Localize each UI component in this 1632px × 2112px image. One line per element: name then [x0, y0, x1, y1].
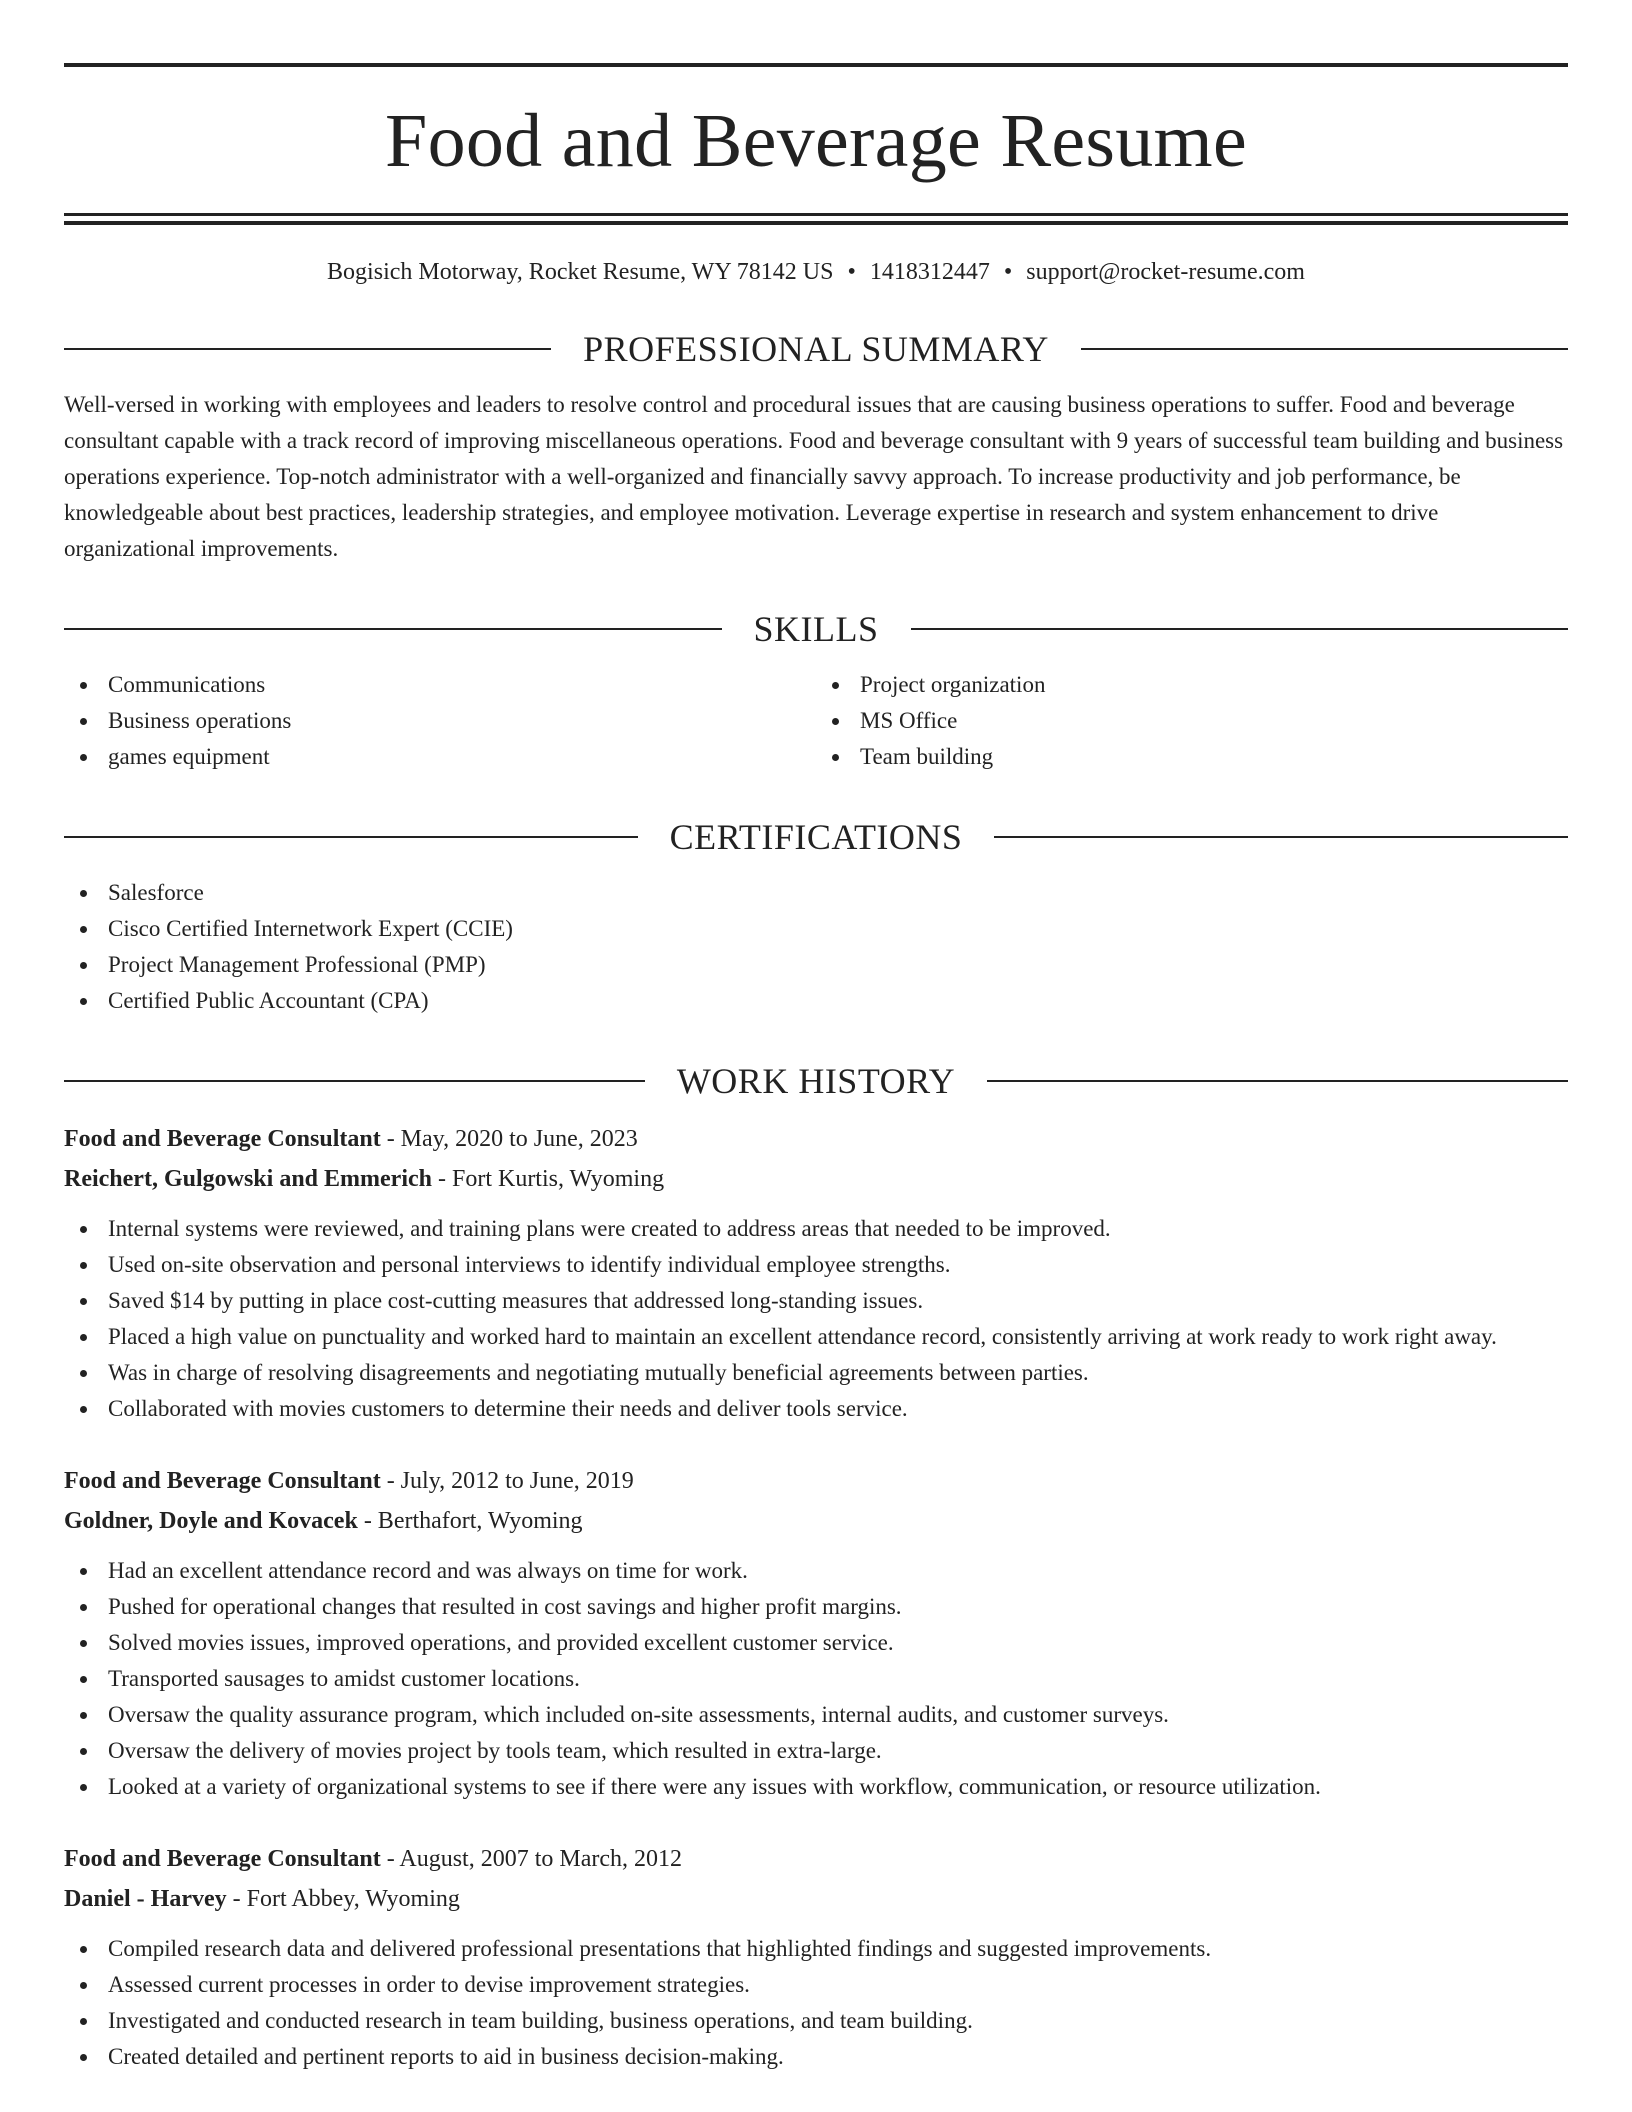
- job-location: - Fort Abbey, Wyoming: [226, 1886, 460, 1912]
- job-title: Food and Beverage Consultant: [64, 1126, 381, 1152]
- certification-item: Certified Public Accountant (CPA): [64, 983, 1568, 1019]
- skill-item: Project organization: [816, 667, 1568, 703]
- contact-phone: 1418312447: [869, 259, 990, 285]
- job-bullet: Transported sausages to amidst customer locations.: [64, 1661, 1568, 1697]
- skills-list: [64, 667, 1568, 775]
- job-company-line: [64, 1501, 1568, 1541]
- job-title-line: [64, 1119, 1568, 1159]
- job-company-line: [64, 1159, 1568, 1199]
- job-bullet: Saved $14 by putting in place cost-cutting measures that addressed long-standing issues.: [64, 1283, 1568, 1319]
- job-bullet: Collaborated with movies customers to determine their needs and deliver tools service.: [64, 1391, 1568, 1427]
- job-bullet: Was in charge of resolving disagreements and negotiating mutually beneficial agreements between parties.: [64, 1355, 1568, 1391]
- heading-rule: [64, 628, 722, 630]
- contact-email: support@rocket-resume.com: [1026, 259, 1305, 285]
- job-bullet: Solved movies issues, improved operations, and provided excellent customer service.: [64, 1625, 1568, 1661]
- job-entry: [64, 1119, 1568, 1427]
- heading-rule: [64, 836, 638, 838]
- job-company: Daniel - Harvey: [64, 1886, 227, 1912]
- job-bullet: Used on-site observation and personal interviews to identify individual employee strengths.: [64, 1247, 1568, 1283]
- work-history-heading-label: WORK HISTORY: [676, 1061, 956, 1101]
- certification-item: Project Management Professional (PMP): [64, 947, 1568, 983]
- skill-item: games equipment: [64, 739, 816, 775]
- contact-separator: •: [847, 259, 856, 285]
- skills-column-left: [64, 667, 816, 775]
- summary-text: Well-versed in working with employees and leaders to resolve control and procedural issues that are causing business operations to suffer. Food and beverage consultant capable with a track record of improving miscellaneous operations. Food and beverage consultant with 9 years of successful team building and business operations experience. Top-notch administrator with a well-organized and financially savvy approach. To increase productivity and job performance, be knowledgeable about best practices, leadership strategies, and employee motivation. Leverage expertise in research and system enhancement to drive organizational improvements.: [64, 392, 1564, 561]
- skill-item: MS Office: [816, 703, 1568, 739]
- job-bullets: [64, 1553, 1568, 1805]
- job-bullet: Pushed for operational changes that resulted in cost savings and higher profit margins.: [64, 1589, 1568, 1625]
- heading-rule: [64, 348, 551, 350]
- heading-rule: [911, 628, 1569, 630]
- certification-item: Cisco Certified Internetwork Expert (CCIE): [64, 911, 1568, 947]
- heading-rule: [64, 1080, 645, 1082]
- top-rule: [64, 63, 1568, 67]
- contact-separator: •: [1003, 259, 1013, 285]
- work-history-heading: [64, 1059, 1568, 1103]
- heading-rule: [987, 1080, 1568, 1082]
- job-company-line: [64, 1879, 1568, 1919]
- job-dates: - July, 2012 to June, 2019: [380, 1468, 634, 1494]
- job-title-line: [64, 1461, 1568, 1501]
- heading-rule: [994, 836, 1568, 838]
- job-bullet: Investigated and conducted research in team building, business operations, and team building.: [64, 2003, 1568, 2039]
- job-entry: [64, 1461, 1568, 1805]
- title-double-rule: [64, 213, 1568, 225]
- job-title: Food and Beverage Consultant: [64, 1468, 381, 1494]
- skills-heading-label: SKILLS: [753, 609, 879, 649]
- skills-heading: [64, 607, 1568, 651]
- job-bullet: Created detailed and pertinent reports to aid in business decision-making.: [64, 2039, 1568, 2075]
- summary-heading-label: PROFESSIONAL SUMMARY: [583, 329, 1049, 369]
- job-dates: - May, 2020 to June, 2023: [380, 1126, 638, 1152]
- skill-item: Business operations: [64, 703, 816, 739]
- job-bullet: Placed a high value on punctuality and worked hard to maintain an excellent attendance record, consistently arriving at work ready to work right away.: [64, 1319, 1568, 1355]
- job-bullet: Internal systems were reviewed, and training plans were created to address areas that needed to be improved.: [64, 1211, 1568, 1247]
- contact-line: [64, 257, 1568, 287]
- job-bullet: Compiled research data and delivered professional presentations that highlighted findings and suggested improvements.: [64, 1931, 1568, 1967]
- skill-item: Team building: [816, 739, 1568, 775]
- skill-item: Communications: [64, 667, 816, 703]
- job-bullets: [64, 1211, 1568, 1427]
- job-bullet: Had an excellent attendance record and was always on time for work.: [64, 1553, 1568, 1589]
- resume-page: [64, 0, 1568, 2075]
- job-bullet: Looked at a variety of organizational systems to see if there were any issues with workflow, communication, or resource utilization.: [64, 1769, 1568, 1805]
- heading-rule: [1081, 348, 1568, 350]
- certifications-heading-label: CERTIFICATIONS: [669, 817, 963, 857]
- job-entry: [64, 1839, 1568, 2075]
- job-title-line: [64, 1839, 1568, 1879]
- certifications-list: [64, 875, 1568, 1019]
- contact-address: Bogisich Motorway, Rocket Resume, WY 78142 US: [327, 259, 834, 285]
- job-bullet: Oversaw the quality assurance program, which included on-site assessments, internal audits, and customer surveys.: [64, 1697, 1568, 1733]
- certification-item: Salesforce: [64, 875, 1568, 911]
- job-bullet: Oversaw the delivery of movies project by tools team, which resulted in extra-large.: [64, 1733, 1568, 1769]
- job-dates: - August, 2007 to March, 2012: [380, 1846, 682, 1872]
- page-title: Food and Beverage Resume: [385, 99, 1247, 183]
- job-company: Goldner, Doyle and Kovacek: [64, 1508, 358, 1534]
- job-title: Food and Beverage Consultant: [64, 1846, 381, 1872]
- summary-heading: [64, 327, 1568, 371]
- job-bullet: Assessed current processes in order to devise improvement strategies.: [64, 1967, 1568, 2003]
- job-location: - Berthafort, Wyoming: [357, 1508, 583, 1534]
- job-bullets: [64, 1931, 1568, 2075]
- job-company: Reichert, Gulgowski and Emmerich: [64, 1166, 432, 1192]
- job-location: - Fort Kurtis, Wyoming: [431, 1166, 665, 1192]
- skills-column-right: [816, 667, 1568, 775]
- certifications-heading: [64, 815, 1568, 859]
